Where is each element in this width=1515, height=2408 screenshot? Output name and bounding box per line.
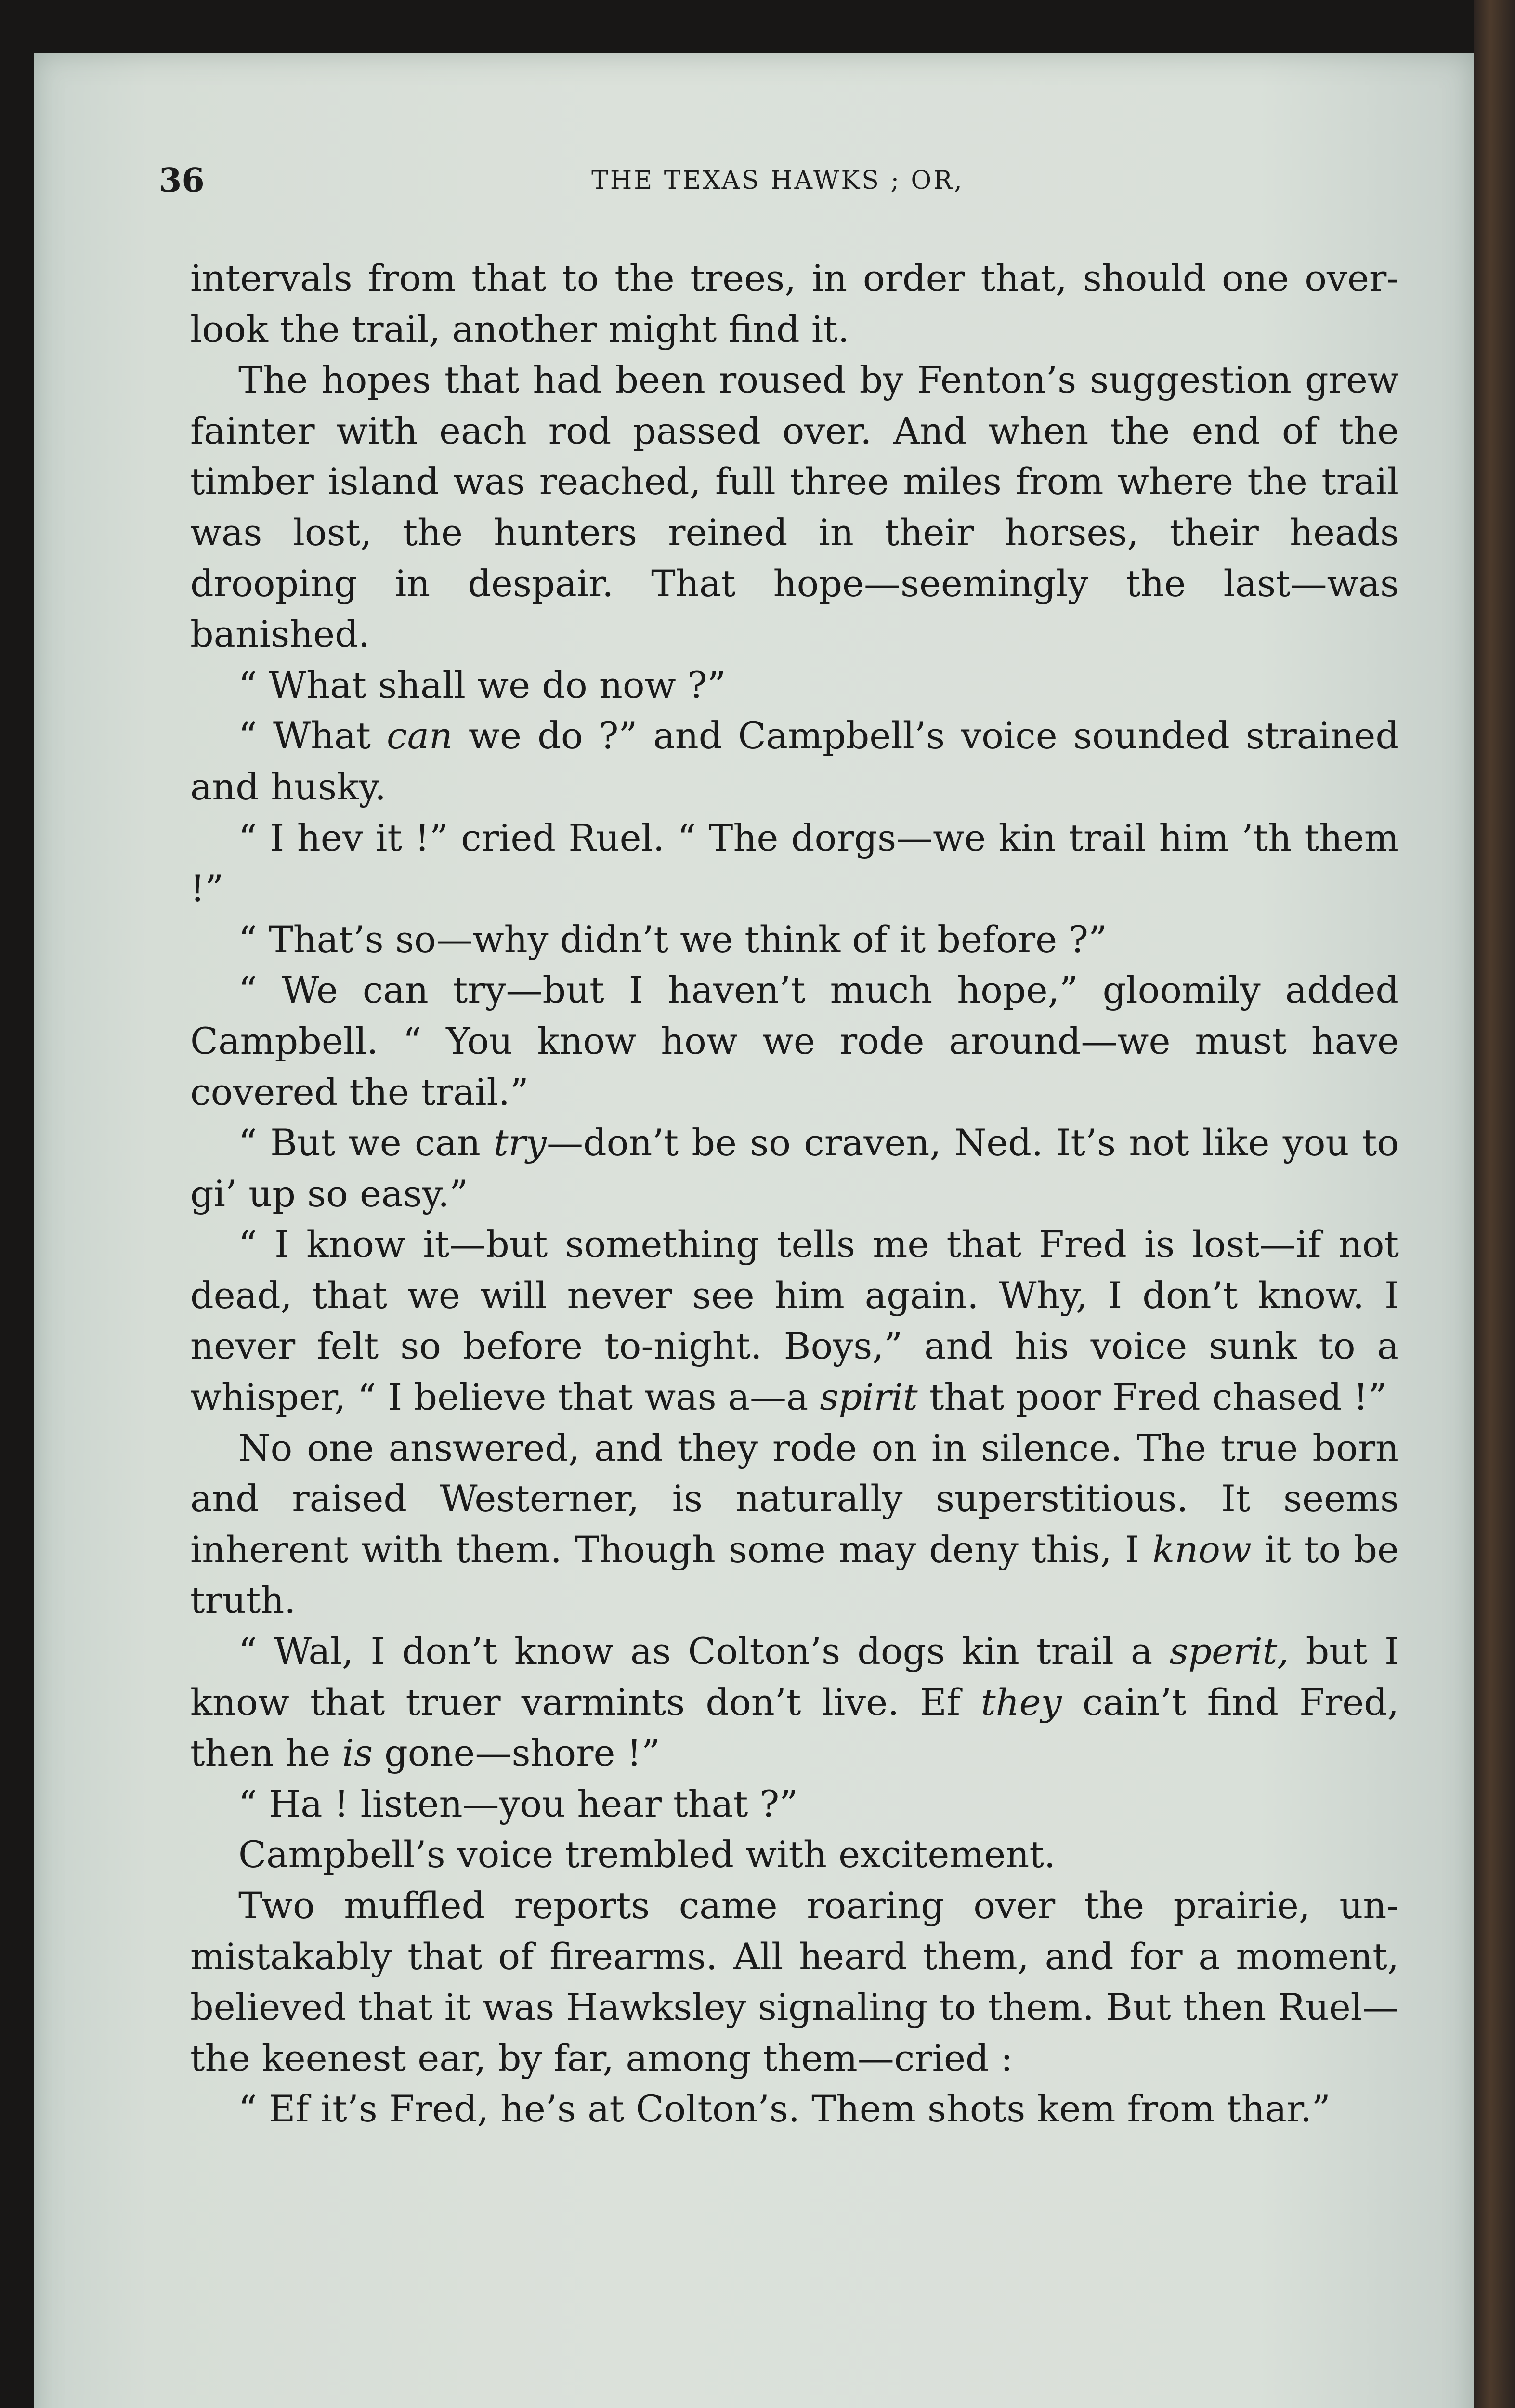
text-segment: Campbell’s voice trembled with excitement. [238, 1833, 1056, 1876]
text-segment: “ Wal, I don’t know as Colton’s dogs kin trail a [238, 1630, 1170, 1673]
text-segment: “ What [238, 714, 387, 758]
text-segment: that poor Fred chased !” [917, 1375, 1387, 1419]
paragraph [190, 1880, 1399, 2083]
italic-text: is [342, 1731, 373, 1775]
paragraph [190, 1626, 1399, 1779]
paragraph [190, 354, 1399, 660]
paragraph [190, 2083, 1399, 2134]
page-number: 36 [159, 161, 205, 200]
text-segment: gone—shore !” [372, 1731, 661, 1775]
text-segment: we do ?” and Campbell’s voice sounded strained and husky. [190, 714, 1399, 808]
text-segment: The hopes that had been roused by Fenton’s suggestion grew fainter with each rod passed over. And when the end of the timber island was reached, full three miles from where the trail was lost, the hunters reined in their horses, their heads drooping in despair. That hope—seemingly the last—was banished. [190, 358, 1399, 656]
body-text [190, 253, 1399, 2134]
text-segment: “ That’s so—why didn’t we think of it before ?” [238, 917, 1107, 961]
paragraph [190, 1829, 1399, 1880]
italic-text: sperit, [1169, 1630, 1289, 1673]
text-segment: cain’t find Fred, then he [190, 1680, 1399, 1775]
text-segment: “ Ha ! listen—you hear that ?” [238, 1782, 798, 1825]
italic-text: spirit [820, 1375, 918, 1419]
paragraph [190, 253, 1399, 354]
text-segment: “ We can try—but I haven’t much hope,” gloomily added Campbell. “ You know how we rode around—we must have covered the trail.” [190, 968, 1399, 1113]
text-segment: “ I hev it !” cried Ruel. “ The dorgs—we kin trail him ’th them !” [190, 816, 1399, 910]
text-segment: Two muffled reports came roaring over the prairie, unmistakably that of firearms. All heard them, and for a moment, believed that it was Hawksley signaling to them. But then Ruel—the keenest ear, by far, among them—cried : [190, 1884, 1399, 2080]
paragraph [190, 965, 1399, 1117]
paragraph [190, 710, 1399, 812]
text-segment: “ But we can [238, 1121, 494, 1165]
paragraph [190, 660, 1399, 711]
text-segment: —don’t be so craven, Ned. It’s not like you to gi’ up so easy.” [190, 1121, 1399, 1215]
italic-text: they [981, 1680, 1062, 1724]
paragraph [190, 1117, 1399, 1219]
book-spine [1474, 0, 1515, 2408]
text-segment: “ I know it—but something tells me that Fred is lost—if not dead, that we will never see him again. Why, I don’t know. I never felt so before to-night. Boys,” and his voice sunk to a whisper, “ I believe that was a—a [190, 1223, 1399, 1419]
text-segment: No one answered, and they rode on in silence. The true born and raised Westerner, is naturally superstitious. It seems inherent with them. Though some may deny this, I [190, 1426, 1399, 1571]
text-segment: “ What shall we do now ?” [238, 663, 726, 707]
paragraph [190, 1219, 1399, 1422]
paragraph [190, 914, 1399, 965]
italic-text: can [387, 714, 453, 758]
text-segment: but I know that truer varmints don’t live. Ef [190, 1630, 1399, 1724]
paragraph [190, 1779, 1399, 1830]
text-segment: intervals from that to the trees, in order that, should one overlook the trail, another might find it. [190, 257, 1399, 351]
paragraph [190, 1423, 1399, 1626]
italic-text: try [494, 1121, 547, 1165]
running-title: THE TEXAS HAWKS ; OR, [591, 166, 964, 195]
text-segment: it to be truth. [190, 1528, 1399, 1622]
paragraph [190, 812, 1399, 914]
text-segment: “ Ef it’s Fred, he’s at Colton’s. Them shots kem from thar.” [238, 2087, 1331, 2131]
running-head [159, 161, 1397, 205]
italic-text: know [1152, 1528, 1252, 1571]
